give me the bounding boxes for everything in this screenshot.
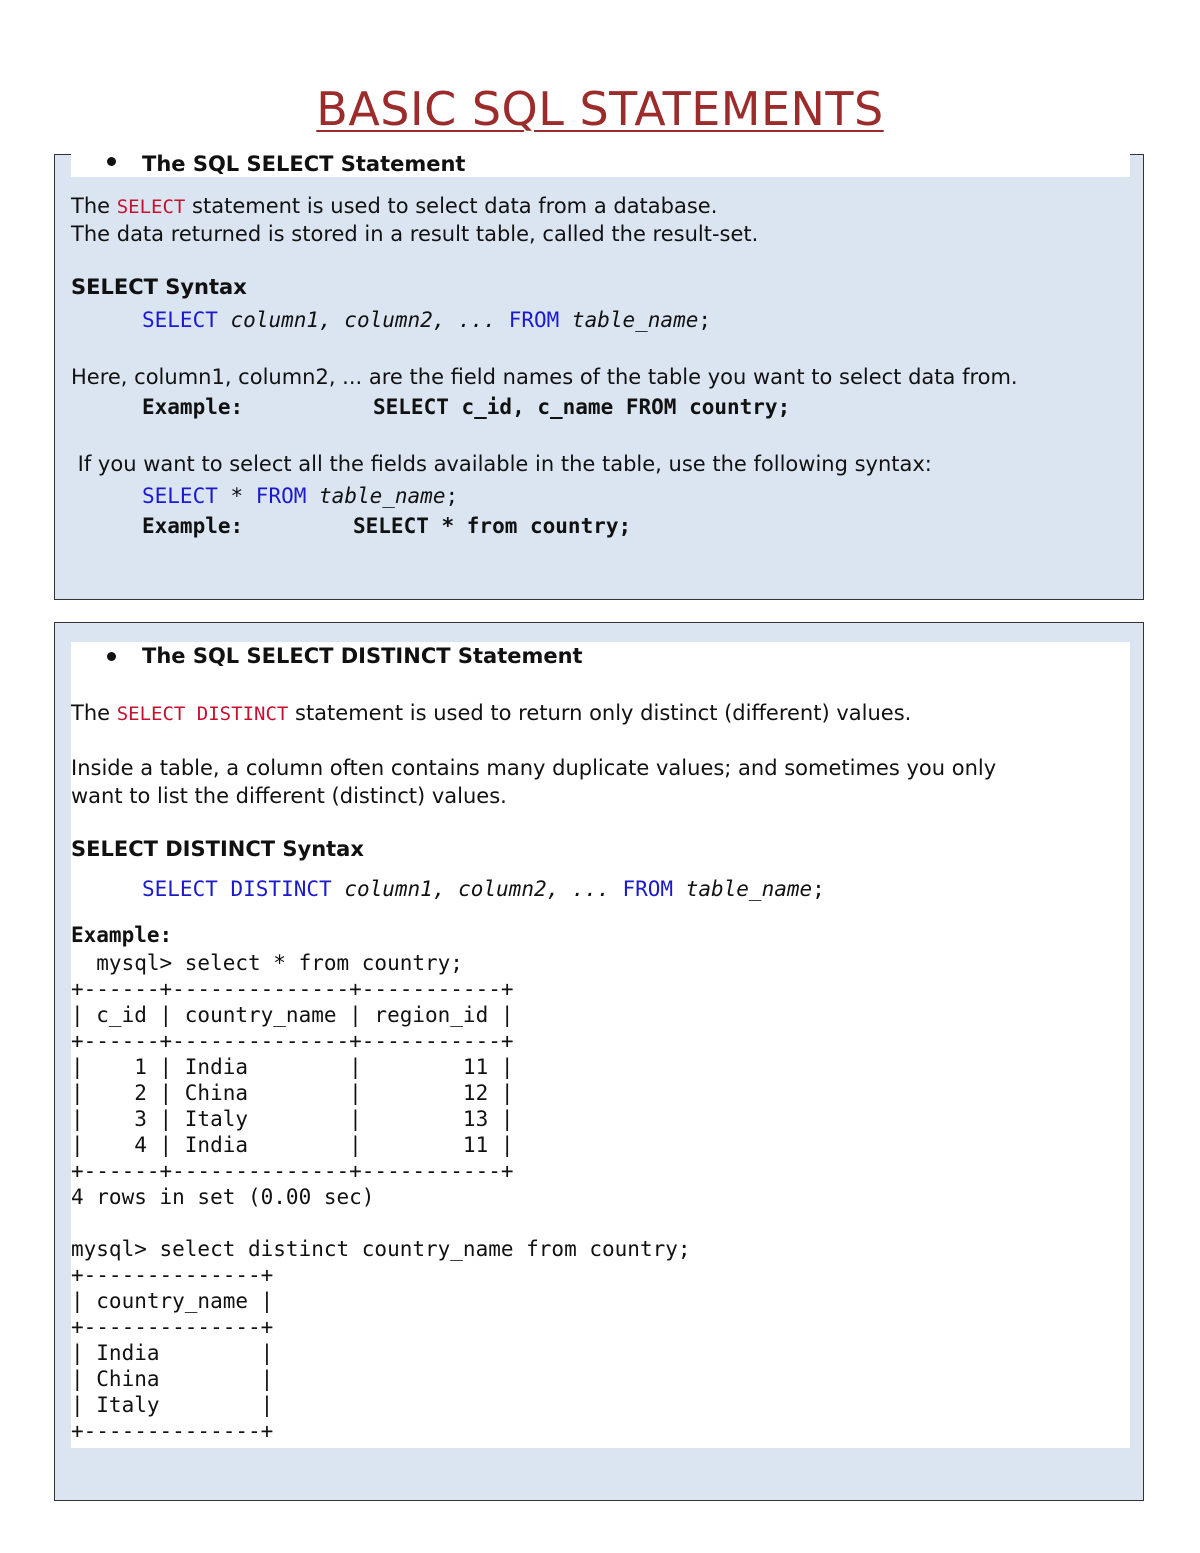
table-row: | 1 | India | 11 | <box>71 1055 514 1079</box>
select-intro <box>71 194 717 218</box>
page-title: BASIC SQL STATEMENTS <box>316 82 884 136</box>
all-kw-select: SELECT <box>142 484 218 508</box>
select-syntax-heading: SELECT Syntax <box>71 275 247 299</box>
select-example-label: Example: <box>142 395 244 419</box>
bullet-icon <box>107 652 116 661</box>
table-row: | China | <box>71 1367 274 1391</box>
mysql-output <box>71 950 691 1444</box>
syntax-table: table_name <box>685 877 813 901</box>
table-row: | 4 | India | 11 | <box>71 1133 514 1157</box>
syntax-table: table_name <box>571 308 699 332</box>
table1-border-mid: +------+--------------+-----------+ <box>71 1029 514 1053</box>
box-top-border-right <box>1129 154 1143 155</box>
distinct-para-line2: want to list the different (distinct) values. <box>71 784 507 808</box>
intro-prefix: The <box>71 701 117 725</box>
table1-border-bottom: +------+--------------+-----------+ <box>71 1159 514 1183</box>
distinct-section <box>54 622 1144 1501</box>
query1: mysql> select * from country; <box>71 951 463 975</box>
all-table: table_name <box>319 484 446 508</box>
select-all-syntax <box>142 484 458 508</box>
syntax-kw-select: SELECT <box>142 308 218 332</box>
table2-border-bottom: +--------------+ <box>71 1419 274 1443</box>
all-end: ; <box>445 484 459 508</box>
select-explain: Here, column1, column2, ... are the field names of the table you want to select data from. <box>71 365 1018 389</box>
distinct-heading: The SQL SELECT DISTINCT Statement <box>142 644 583 668</box>
table2-border-top: +--------------+ <box>71 1263 274 1287</box>
bullet-icon <box>107 157 116 166</box>
table-row: | 3 | Italy | 13 | <box>71 1107 514 1131</box>
intro-prefix: The <box>71 194 117 218</box>
distinct-syntax-code <box>142 877 825 901</box>
intro-suffix: statement is used to select data from a database. <box>185 194 718 218</box>
syntax-columns: column1, column2, ... <box>344 877 610 901</box>
distinct-para-line1: Inside a table, a column often contains many duplicate values; and sometimes you only <box>71 756 997 780</box>
syntax-kw-select: SELECT DISTINCT <box>142 877 332 901</box>
select-syntax-code <box>142 308 711 332</box>
select-example2-label: Example: <box>142 514 244 538</box>
all-kw-from: FROM <box>255 484 307 508</box>
table2-border-mid: +--------------+ <box>71 1315 274 1339</box>
table-row: | 2 | China | 12 | <box>71 1081 514 1105</box>
select-all-note: If you want to select all the fields available in the table, use the following syntax: <box>71 452 932 476</box>
query2: mysql> select distinct country_name from country; <box>71 1237 691 1261</box>
intro-keyword: SELECT <box>116 196 186 218</box>
distinct-syntax-heading: SELECT DISTINCT Syntax <box>71 837 364 861</box>
intro-keyword: SELECT DISTINCT <box>116 703 289 725</box>
select-example-query: SELECT c_id, c_name FROM country; <box>373 395 791 419</box>
syntax-end: ; <box>812 877 825 901</box>
syntax-end: ; <box>698 308 712 332</box>
table2-header: | country_name | <box>71 1289 274 1313</box>
intro-suffix: statement is used to return only distinct (different) values. <box>288 701 912 725</box>
distinct-example-label: Example: <box>71 923 173 947</box>
syntax-kw-from: FROM <box>622 877 674 901</box>
table1-header: | c_id | country_name | region_id | <box>71 1003 514 1027</box>
table-row: | India | <box>71 1341 274 1365</box>
select-heading: The SQL SELECT Statement <box>142 152 466 176</box>
select-example2-query: SELECT * from country; <box>353 514 632 538</box>
select-intro-line2: The data returned is stored in a result table, called the result-set. <box>71 222 759 246</box>
distinct-intro <box>71 701 911 725</box>
select-section <box>54 154 1144 600</box>
rows-info: 4 rows in set (0.00 sec) <box>71 1185 375 1209</box>
syntax-kw-from: FROM <box>508 308 560 332</box>
table-row: | Italy | <box>71 1393 274 1417</box>
syntax-columns: column1, column2, ... <box>230 308 497 332</box>
all-star: * <box>217 484 256 508</box>
table1-border-top: +------+--------------+-----------+ <box>71 977 514 1001</box>
